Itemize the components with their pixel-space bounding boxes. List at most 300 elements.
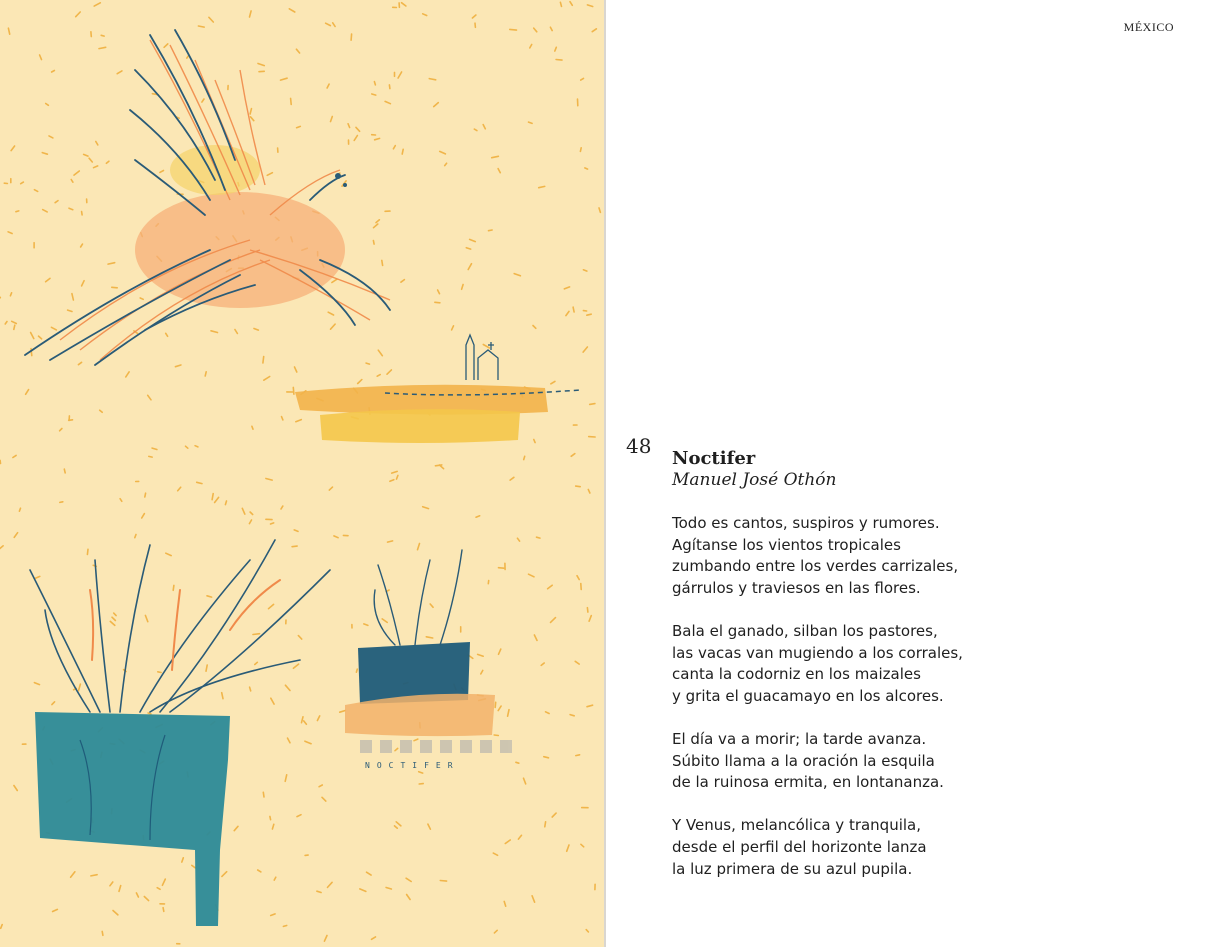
speckle [271,523,274,524]
bird-illustration [25,30,390,365]
speckle [472,15,476,18]
speckle [470,239,476,241]
speckle [43,210,48,212]
speckle [82,212,83,215]
speckle [319,785,322,787]
speckle [402,3,406,6]
poem-line: Todo es cantos, suspiros y rumores. [672,514,940,532]
speckle [264,377,270,381]
speckle [589,616,591,622]
speckle [74,171,79,175]
speckle [518,835,521,839]
speckle [258,64,264,66]
speckle [583,270,587,271]
speckle [16,211,19,212]
speckle [84,154,88,156]
speckle [205,372,206,376]
poem-title: Noctifer [672,448,756,469]
speckle [356,127,360,131]
speckle [585,168,588,169]
speckle [393,146,395,149]
speckle [587,705,593,707]
speckle [419,772,423,773]
stanza-2 [672,621,963,707]
speckle [581,78,584,80]
speckle [222,872,227,877]
speckle [588,490,590,494]
speckle [94,166,98,168]
speckle [293,664,298,668]
speckle [573,307,574,312]
speckle [360,889,366,892]
speckle [0,546,3,550]
speckle [291,98,292,104]
speckle [1,925,3,929]
speckle [440,881,446,882]
speckle [79,684,81,691]
speckle [148,713,151,714]
speckle [440,151,446,154]
speckle [317,716,319,721]
speckle [373,241,374,245]
speckle [19,508,20,511]
speckle [576,755,580,756]
speckle [534,440,535,443]
speckle [322,797,326,801]
speckle [546,712,550,714]
speckle [539,186,545,187]
speckle [110,882,113,886]
poem-line: Súbito llama a la oración la esquila [672,751,935,770]
speckle [289,9,295,12]
speckle [331,117,333,122]
speckle [285,775,287,782]
poem-line: Y Venus, melancólica y tranquila, [672,816,922,835]
speckle [516,762,519,763]
speckle [255,662,257,664]
poem-line: desde el perfil del horizonte lanza [672,837,927,856]
speckle [14,533,17,538]
speckle [81,244,83,247]
speckle [429,79,435,80]
poem-line: Bala el ganado, silban los pastores, [672,621,938,640]
speckle [158,672,161,673]
speckle [112,617,115,620]
speckle [297,815,301,817]
speckle [524,456,525,459]
speckle [294,530,298,532]
speckle [52,71,55,73]
speckle [114,613,116,616]
speckle [530,45,532,48]
speckle [398,72,402,78]
speckle [377,375,380,377]
speckle [514,274,520,276]
speckle [39,336,42,339]
speckle [251,117,254,121]
speckle [82,281,85,286]
speckle [192,865,195,867]
speckle [328,312,333,315]
speckle [163,908,164,912]
speckle [207,596,212,597]
speckle [110,621,115,625]
speckle [548,585,553,589]
speckle [366,363,369,364]
speckle [476,516,480,517]
small-plant-illustration [345,550,512,770]
speckle [283,926,286,927]
speckle [10,293,11,296]
speckle [206,665,207,671]
speckle [96,142,98,145]
speckle [258,870,261,872]
speckle [556,60,562,61]
speckle [586,930,588,932]
poem-body [672,513,963,902]
speckle [42,153,47,155]
horizon-landscape [295,335,580,443]
poem-line: la luz primera de su azul pupila. [672,859,913,878]
speckle [498,706,501,711]
speckle [202,99,204,102]
speckle [254,329,258,331]
speckle [364,624,368,626]
speckle [72,294,74,300]
speckle [354,136,357,141]
speckle [375,138,380,139]
speckle [120,499,122,502]
speckle [160,171,164,173]
speckle [406,878,411,881]
speckle [550,27,552,30]
speckle [494,930,497,933]
speckle [385,101,390,103]
speckle [483,125,485,129]
speckle [407,895,411,900]
speckle [331,324,336,329]
speckle [510,29,517,30]
poem-author: Manuel José Othón [672,470,837,490]
poem-line: Agítanse los vientos tropicales [672,535,901,554]
speckle [11,146,15,151]
speckle [489,230,493,231]
speckle [108,263,115,264]
speckle [285,685,290,690]
speckle [292,546,297,547]
speckle [395,748,398,750]
speckle [590,404,595,405]
speckle [388,541,393,542]
speckle [575,661,579,664]
speckle [152,448,157,449]
speckle [397,475,398,479]
speckle [302,717,304,723]
speckle [545,822,546,827]
speckle [234,826,238,830]
speckle [396,822,401,826]
speckle [445,163,447,165]
speckle [269,604,274,608]
speckle [296,420,302,422]
speckle [288,738,291,743]
speckle [8,232,12,234]
speckle [12,321,17,323]
speckle [298,636,301,640]
speckle [517,538,519,541]
speckle [212,494,213,500]
speckle [182,858,184,862]
speckle [293,387,294,394]
speckle [40,55,42,60]
speckle [64,469,65,473]
speckle [592,29,596,32]
speckle [296,49,299,53]
speckle [328,882,333,887]
speckle [175,365,181,367]
speckle [60,429,62,431]
speckle [100,410,103,412]
speckle [392,471,398,473]
poem-line: canta la codorniz en los maizales [672,665,921,684]
stanza-3 [672,729,963,794]
speckle [581,844,584,847]
speckle [426,637,432,638]
speckle [21,182,24,184]
speckle [332,279,337,282]
speckle [68,310,72,311]
speckle [532,896,535,902]
page-number: 48 [626,434,652,458]
speckle [382,260,383,265]
speckle [395,826,398,828]
speckle [524,778,526,784]
speckle [434,103,439,107]
speckle [570,715,574,716]
speckle [499,649,501,654]
speckle [46,104,49,106]
speckle [198,26,204,27]
speckle [372,94,376,95]
speckle [31,333,34,339]
speckle [534,635,537,640]
speckle [552,813,556,817]
speckle [374,82,375,85]
speckle [253,634,260,635]
speckle [173,585,174,590]
speckle [102,931,103,935]
speckle [14,325,15,329]
speckle [55,201,58,203]
speckle [498,169,500,173]
speckle [571,454,575,457]
speckle [305,741,311,744]
speckle [94,3,100,6]
speckle [327,84,329,88]
poem-line: gárrulos y traviesos en las flores. [672,578,921,597]
speckle [551,381,555,383]
speckle [555,47,557,51]
speckle [272,824,273,829]
speckle [435,465,441,466]
speckle [76,12,81,17]
speckle [135,535,136,538]
stanza-4 [672,815,963,880]
speckle [402,149,403,154]
speckle [166,553,171,555]
speckle [376,220,379,223]
speckle [52,702,55,705]
speckle [495,702,496,707]
speckle [249,520,251,524]
speckle [297,126,301,127]
speckle [494,735,498,736]
speckle [583,347,587,352]
speckle [46,278,50,281]
speckle [334,536,338,538]
grass-pot-illustration [30,540,330,926]
speckle [145,615,147,621]
speckle [144,897,148,901]
speckle [587,5,592,7]
stanza-1 [672,513,963,599]
illustration-page [0,0,604,947]
speckle [145,493,146,497]
speckle [505,840,510,844]
speckle [117,71,122,74]
speckle [587,314,591,315]
speckle [119,886,121,892]
speckle [162,879,165,885]
speckle [91,875,97,876]
speckle [387,370,391,374]
illustration-signature: NOCTIFER [365,761,460,770]
speckle [326,23,331,25]
speckle [428,824,431,829]
speckle [71,872,75,878]
speckle [242,508,245,514]
speckle [462,285,464,290]
speckle [250,687,251,691]
speckle [186,446,188,448]
speckle [492,156,499,157]
speckle [87,549,88,554]
poem-line: El día va a morir; la tarde avanza. [672,729,927,748]
speckle [235,330,238,334]
speckle [164,44,168,47]
speckle [351,34,352,40]
speckle [401,280,405,283]
speckle [136,893,138,897]
speckle [587,608,588,612]
speckle [215,497,219,502]
speckle [537,537,541,538]
speckle [225,501,226,505]
speckle [149,456,152,457]
speckle [333,23,335,27]
speckle [493,853,497,855]
speckle [358,380,362,384]
speckle [418,544,420,550]
speckle [533,326,536,329]
speckle [566,311,569,315]
speckle [324,936,327,942]
speckle [560,2,561,6]
speckle [106,161,109,163]
speckle [348,124,350,128]
speckle [112,287,117,288]
speckle [60,502,63,503]
speckle [374,224,378,228]
speckle [13,455,16,457]
speckle [423,14,427,16]
speckle [372,937,376,939]
speckle [14,786,17,791]
speckle [140,298,143,299]
speckle [599,208,600,213]
speckle [281,506,283,509]
speckle [267,173,272,176]
speckle [197,482,202,483]
speckle [263,357,264,364]
speckle [142,514,145,518]
speckle [113,911,118,915]
speckle [474,129,477,131]
speckle [250,512,253,515]
speckle [34,190,37,192]
speckle [329,487,332,490]
speckle [99,47,106,48]
speckle [282,417,283,420]
speckle [34,683,39,685]
speckle [78,362,81,364]
speckle [356,669,357,672]
poem-line: zumbando entre los verdes carrizales, [672,557,959,576]
speckle [478,654,484,656]
speckle [577,576,579,580]
speckle [452,326,454,330]
speckle [438,290,440,294]
speckle [178,487,181,491]
speckle [544,757,549,758]
speckle [49,136,53,138]
speckle [414,739,418,741]
speckle [570,2,572,6]
speckle [367,872,372,875]
speckle [263,792,264,797]
speckle [51,327,56,330]
speckle [270,816,271,819]
poem-line: de la ruinosa ermita, en lontananza. [672,773,944,792]
speckle [340,711,346,713]
running-head: MÉXICO [1123,20,1174,34]
speckle [529,574,535,577]
speckle [468,264,471,270]
speckle [564,287,569,289]
speckle [8,28,9,34]
speckle [551,618,556,623]
speckle [195,446,198,447]
speckle [534,28,537,32]
speckle [466,248,470,249]
speckle [250,109,251,114]
speckle [209,17,213,22]
speckle [576,486,581,487]
speckle [508,710,509,717]
speckle [378,350,382,356]
speckle [435,302,440,303]
speckle [271,914,275,916]
